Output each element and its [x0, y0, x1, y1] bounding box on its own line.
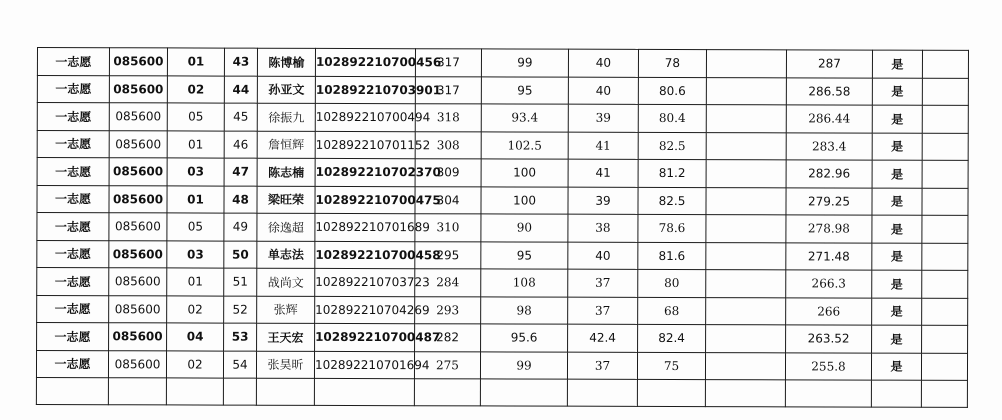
score-cell: 93.4	[481, 104, 568, 132]
empty-cell	[871, 380, 921, 407]
table-row	[37, 75, 968, 105]
score-cell: 82.5	[638, 187, 706, 215]
score-cell: 284	[415, 269, 481, 297]
name-cell: 徐逸超	[257, 213, 315, 241]
major-code-cell: 085600	[109, 268, 167, 296]
name-cell: 战尚文	[257, 268, 315, 296]
direction-cell: 01	[167, 185, 224, 213]
direction-cell: 01	[167, 130, 224, 158]
empty-cell	[108, 378, 166, 405]
admit-flag-cell: 是	[872, 50, 922, 78]
empty-cell	[922, 215, 968, 243]
table-row	[37, 130, 968, 160]
score-cell: 39	[568, 187, 638, 215]
blank-cell	[705, 352, 785, 380]
blank-cell	[706, 242, 786, 270]
rank-cell: 47	[224, 158, 257, 186]
exam-number-cell: 102892210700475	[315, 186, 415, 214]
total-score-cell: 286.58	[786, 77, 872, 105]
empty-cell	[922, 50, 968, 78]
blank-cell	[706, 77, 786, 105]
table-row	[37, 295, 968, 325]
blank-cell	[706, 325, 786, 353]
name-cell: 张辉	[257, 296, 315, 324]
major-code-cell: 085600	[109, 158, 167, 186]
exam-number-cell: 102892210701694	[314, 351, 414, 379]
direction-cell: 01	[167, 268, 224, 296]
total-score-cell: 266	[786, 297, 872, 325]
rank-cell: 54	[223, 351, 256, 379]
table-row	[37, 103, 968, 133]
empty-cell	[922, 78, 968, 106]
total-score-cell: 286.44	[786, 105, 872, 133]
choice-cell: 一志愿	[37, 158, 109, 186]
score-cell: 90	[481, 214, 568, 242]
rank-cell: 48	[224, 186, 257, 214]
table-row	[37, 268, 968, 298]
rank-cell: 45	[224, 103, 257, 131]
direction-cell: 05	[167, 103, 224, 131]
major-code-cell: 085600	[109, 185, 167, 213]
score-cell: 95	[481, 241, 568, 269]
score-cell: 37	[567, 352, 637, 380]
score-cell: 37	[568, 269, 638, 297]
direction-cell: 02	[166, 350, 223, 378]
table-row	[37, 213, 968, 243]
score-cell: 78	[638, 49, 706, 77]
name-cell: 詹恒辉	[257, 131, 315, 159]
score-cell: 82.4	[638, 324, 706, 352]
blank-cell	[706, 215, 786, 243]
major-code-cell: 085600	[109, 48, 167, 76]
admit-flag-cell: 是	[872, 325, 922, 353]
score-cell: 39	[568, 104, 638, 132]
exam-number-cell: 102892210703723	[315, 268, 415, 296]
choice-cell: 一志愿	[37, 240, 109, 268]
major-code-cell: 085600	[109, 103, 167, 131]
score-cell: 78.6	[638, 214, 706, 242]
choice-cell: 一志愿	[36, 350, 108, 378]
score-cell: 295	[415, 241, 481, 269]
score-cell: 318	[415, 104, 481, 132]
empty-cell	[922, 160, 968, 188]
score-cell: 38	[568, 214, 638, 242]
blank-cell	[706, 270, 786, 298]
direction-cell: 01	[167, 48, 224, 76]
table-row	[37, 240, 968, 270]
table-row	[36, 350, 967, 380]
choice-cell: 一志愿	[37, 48, 109, 76]
score-cell: 40	[568, 77, 638, 105]
rank-cell: 43	[224, 48, 257, 76]
score-cell: 293	[415, 296, 481, 324]
name-cell: 徐振九	[257, 103, 315, 131]
rank-cell: 51	[224, 268, 257, 296]
empty-cell	[637, 379, 705, 406]
rank-cell: 52	[224, 296, 257, 324]
name-cell: 孙亚文	[257, 76, 315, 104]
empty-cell	[567, 379, 637, 406]
admit-flag-cell: 是	[872, 160, 922, 188]
score-cell: 75	[637, 352, 705, 380]
direction-cell: 03	[167, 240, 224, 268]
score-cell: 40	[568, 242, 638, 270]
empty-cell	[922, 270, 968, 298]
choice-cell: 一志愿	[37, 75, 109, 103]
blank-cell	[706, 50, 786, 78]
blank-cell	[706, 297, 786, 325]
empty-cell	[922, 133, 968, 161]
score-cell: 310	[415, 214, 481, 242]
score-cell: 80	[638, 269, 706, 297]
admit-flag-cell: 是	[872, 243, 922, 271]
empty-cell	[36, 377, 108, 404]
exam-number-cell: 102892210704269	[315, 296, 415, 324]
rank-cell: 49	[224, 213, 257, 241]
score-cell: 308	[415, 131, 481, 159]
empty-cell	[921, 353, 967, 381]
exam-number-cell: 102892210700487	[315, 323, 415, 351]
score-cell: 282	[415, 324, 481, 352]
choice-cell: 一志愿	[37, 268, 109, 296]
score-cell: 304	[415, 186, 481, 214]
admit-flag-cell: 是	[872, 105, 922, 133]
score-cell: 41	[568, 132, 638, 160]
score-cell: 317	[415, 49, 481, 77]
score-cell: 100	[481, 159, 568, 187]
admit-flag-cell: 是	[872, 78, 922, 106]
direction-cell: 02	[167, 295, 224, 323]
empty-cell	[922, 188, 968, 216]
score-cell: 102.5	[481, 131, 568, 159]
total-score-cell: 278.98	[786, 215, 872, 243]
score-cell: 99	[480, 351, 567, 379]
score-cell: 42.4	[568, 324, 638, 352]
direction-cell: 04	[167, 323, 224, 351]
empty-cell	[314, 378, 414, 405]
admit-flag-cell: 是	[871, 353, 921, 381]
exam-number-cell: 102892210703901	[315, 76, 415, 104]
major-code-cell: 085600	[109, 295, 167, 323]
exam-number-cell: 102892210700458	[315, 241, 415, 269]
admit-flag-cell: 是	[872, 298, 922, 326]
empty-cell	[223, 378, 256, 405]
exam-number-cell: 102892210701152	[315, 131, 415, 159]
score-cell: 81.6	[638, 242, 706, 270]
empty-cell	[256, 378, 314, 405]
score-cell: 80.6	[638, 77, 706, 105]
direction-cell: 02	[167, 75, 224, 103]
score-cell: 37	[568, 297, 638, 325]
total-score-cell: 266.3	[786, 270, 872, 298]
empty-cell	[705, 380, 785, 407]
total-score-cell: 282.96	[786, 160, 872, 188]
major-code-cell: 085600	[109, 213, 167, 241]
empty-cell	[480, 379, 567, 406]
empty-cell	[922, 298, 968, 326]
choice-cell: 一志愿	[37, 295, 109, 323]
name-cell: 单志法	[257, 241, 315, 269]
choice-cell: 一志愿	[37, 213, 109, 241]
choice-cell: 一志愿	[37, 323, 109, 351]
empty-cell	[785, 380, 871, 407]
rank-cell: 50	[224, 241, 257, 269]
table-body	[36, 48, 968, 408]
total-score-cell: 283.4	[786, 132, 872, 160]
blank-cell	[706, 105, 786, 133]
direction-cell: 05	[167, 213, 224, 241]
score-cell: 99	[481, 49, 568, 77]
score-cell: 82.5	[638, 132, 706, 160]
rank-cell: 44	[224, 76, 257, 104]
total-score-cell: 263.52	[786, 325, 872, 353]
score-cell: 98	[481, 296, 568, 324]
score-cell: 68	[638, 297, 706, 325]
rank-cell: 53	[224, 323, 257, 351]
score-cell: 95	[481, 76, 568, 104]
score-cell: 100	[481, 186, 568, 214]
score-cell: 317	[415, 76, 481, 104]
name-cell: 张昊昕	[256, 351, 314, 379]
major-code-cell: 085600	[108, 350, 166, 378]
admit-flag-cell: 是	[872, 133, 922, 161]
total-score-cell: 279.25	[786, 187, 872, 215]
table-row	[37, 185, 968, 215]
empty-cell	[166, 378, 223, 405]
major-code-cell: 085600	[109, 240, 167, 268]
empty-cell	[921, 380, 967, 407]
name-cell: 陈博榆	[257, 48, 315, 76]
exam-number-cell: 102892210702370	[315, 158, 415, 186]
admit-flag-cell: 是	[872, 188, 922, 216]
major-code-cell: 085600	[109, 130, 167, 158]
major-code-cell: 085600	[109, 323, 167, 351]
blank-cell	[706, 187, 786, 215]
empty-cell	[414, 379, 480, 406]
choice-cell: 一志愿	[37, 185, 109, 213]
score-cell: 81.2	[638, 159, 706, 187]
empty-cell	[922, 325, 968, 353]
direction-cell: 03	[167, 158, 224, 186]
score-cell: 40	[568, 49, 638, 77]
admit-flag-cell: 是	[872, 215, 922, 243]
admission-results-table	[36, 47, 969, 408]
empty-row	[36, 377, 967, 407]
table-row	[37, 323, 968, 353]
major-code-cell: 085600	[109, 75, 167, 103]
blank-cell	[706, 132, 786, 160]
score-cell: 80.4	[638, 104, 706, 132]
score-cell: 309	[415, 159, 481, 187]
admit-flag-cell: 是	[872, 270, 922, 298]
total-score-cell: 255.8	[785, 352, 871, 380]
exam-number-cell: 102892210700494	[315, 103, 415, 131]
name-cell: 梁旺荣	[257, 186, 315, 214]
empty-cell	[922, 105, 968, 133]
exam-number-cell: 102892210701689	[315, 213, 415, 241]
rank-cell: 46	[224, 131, 257, 159]
name-cell: 陈志楠	[257, 158, 315, 186]
table-row	[37, 158, 968, 188]
score-cell: 108	[481, 269, 568, 297]
choice-cell: 一志愿	[37, 130, 109, 158]
empty-cell	[922, 243, 968, 271]
name-cell: 王天宏	[257, 323, 315, 351]
blank-cell	[706, 160, 786, 188]
total-score-cell: 287	[786, 50, 872, 78]
choice-cell: 一志愿	[37, 103, 109, 131]
score-cell: 95.6	[481, 324, 568, 352]
table-row	[37, 48, 968, 78]
exam-number-cell: 102892210700456	[315, 48, 415, 76]
total-score-cell: 271.48	[786, 242, 872, 270]
score-cell: 41	[568, 159, 638, 187]
score-cell: 275	[414, 351, 480, 379]
